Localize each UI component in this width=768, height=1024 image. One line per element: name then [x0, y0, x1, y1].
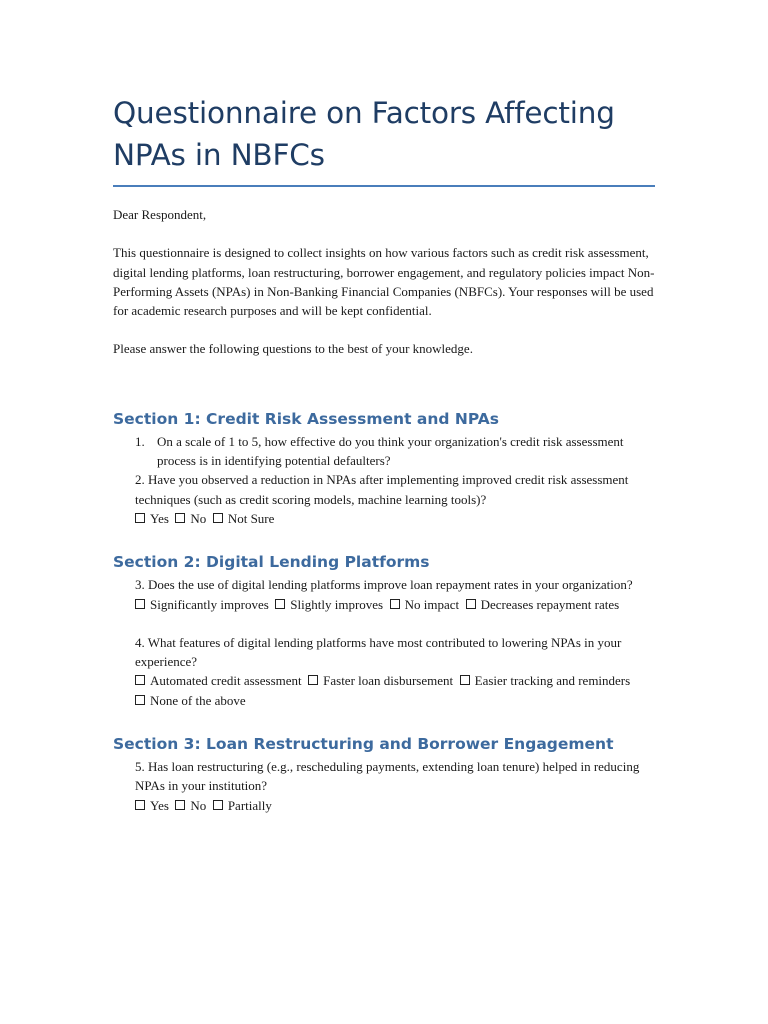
- checkbox-icon[interactable]: [213, 513, 223, 523]
- checkbox-icon[interactable]: [460, 675, 470, 685]
- question-4-text: 4. What features of digital lending platforms have most contributed to lowering NPAs in your experience?: [135, 634, 622, 670]
- section-3-heading: Section 3: Loan Restructuring and Borrower Engagement: [113, 735, 614, 754]
- document-page: [113, 92, 658, 815]
- section-1-body: [135, 432, 658, 528]
- greeting: Dear Respondent,: [113, 207, 207, 222]
- checkbox-icon[interactable]: [175, 513, 185, 523]
- option-slightly-improves[interactable]: Slightly improves: [275, 597, 383, 612]
- checkbox-icon[interactable]: [135, 695, 145, 705]
- option-no[interactable]: No: [175, 511, 206, 526]
- checkbox-icon[interactable]: [308, 675, 318, 685]
- question-1-number: 1.: [135, 433, 145, 449]
- question-2-text: 2. Have you observed a reduction in NPAs after implementing improved credit risk assessment techniques (such as credit scoring models, machine learning tools)?: [135, 472, 629, 507]
- question-2-options: [135, 509, 658, 528]
- question-1-text: On a scale of 1 to 5, how effective do you think your organization's credit risk assessment process is in identifying potential defaulters?: [157, 433, 624, 469]
- option-decreases-repayment-rates[interactable]: Decreases repayment rates: [466, 597, 620, 612]
- question-5-options: [135, 796, 658, 815]
- checkbox-icon[interactable]: [175, 800, 185, 810]
- checkbox-icon[interactable]: [213, 800, 223, 810]
- option-partially[interactable]: Partially: [213, 798, 272, 813]
- question-4-options: [135, 671, 658, 710]
- checkbox-icon[interactable]: [135, 800, 145, 810]
- option-yes[interactable]: Yes: [135, 798, 169, 813]
- option-none-of-the-above[interactable]: None of the above: [135, 693, 246, 708]
- document-title: Questionnaire on Factors Affecting NPAs in NBFCs: [113, 96, 615, 172]
- option-not-sure[interactable]: Not Sure: [213, 511, 275, 526]
- checkbox-icon[interactable]: [390, 599, 400, 609]
- instruction-paragraph: Please answer the following questions to the best of your knowledge.: [113, 341, 473, 357]
- checkbox-icon[interactable]: [275, 599, 285, 609]
- option-faster-loan-disbursement[interactable]: Faster loan disbursement: [308, 673, 453, 688]
- question-3-options: [135, 595, 658, 614]
- option-no[interactable]: No: [175, 798, 206, 813]
- section-2-heading: Section 2: Digital Lending Platforms: [113, 553, 430, 572]
- option-automated-credit-assessment[interactable]: Automated credit assessment: [135, 673, 302, 688]
- checkbox-icon[interactable]: [466, 599, 476, 609]
- question-3-text: 3. Does the use of digital lending platforms improve loan repayment rates in your organization?: [135, 577, 633, 593]
- option-significantly-improves[interactable]: Significantly improves: [135, 597, 269, 612]
- section-3-body: [135, 757, 658, 815]
- checkbox-icon[interactable]: [135, 675, 145, 685]
- checkbox-icon[interactable]: [135, 513, 145, 523]
- option-yes[interactable]: Yes: [135, 511, 169, 526]
- option-no-impact[interactable]: No impact: [390, 597, 460, 612]
- checkbox-icon[interactable]: [135, 599, 145, 609]
- option-easier-tracking[interactable]: Easier tracking and reminders: [460, 673, 631, 688]
- question-1: [135, 432, 658, 471]
- section-2-body: [135, 575, 658, 710]
- question-5-text: 5. Has loan restructuring (e.g., rescheduling payments, extending loan tenure) helped in reducing NPAs in your institution?: [135, 759, 640, 794]
- title-divider: [113, 185, 655, 187]
- intro-paragraph: This questionnaire is designed to collect insights on how various factors such as credit risk assessment, digital lending platforms, loan restructuring, borrower engagement, and regulatory policies impact Non-Performing Assets (NPAs) in Non-Banking Financial Companies (NBFCs). Your responses will be used for academic research purposes and will be kept confidential.: [113, 245, 655, 319]
- section-1-heading: Section 1: Credit Risk Assessment and NPAs: [113, 409, 500, 428]
